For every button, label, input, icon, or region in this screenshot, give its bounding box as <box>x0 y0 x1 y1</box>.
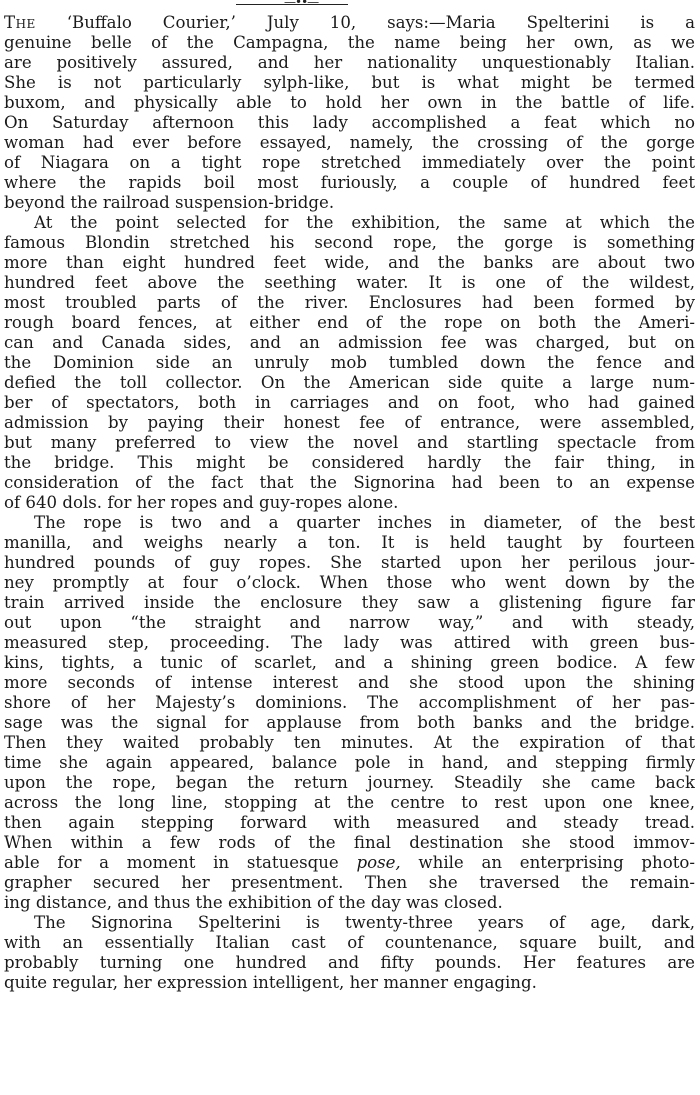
top-ornament: —••— <box>284 0 319 9</box>
italic-word: pose, <box>356 853 401 872</box>
text-line: manilla, and weighs nearly a ton. It is held taught by fourteen <box>4 533 695 552</box>
text-line: beyond the railroad suspension-bridge. <box>4 193 335 212</box>
text-line: the bridge. This might be considered hardly the fair thing, in <box>4 453 695 472</box>
text-line: Then they waited probably ten minutes. At the expiration of that <box>4 733 695 752</box>
text-line: of Niagara on a tight rope stretched immediately over the point <box>4 153 695 172</box>
text-line: of 640 dols. for her ropes and guy-ropes alone. <box>4 493 399 512</box>
text-line: When within a few rods of the final destination she stood immov- <box>4 833 695 852</box>
text-line: The Signorina Spelterini is twenty-three years of age, dark, <box>34 913 695 932</box>
text-line: buxom, and physically able to hold her own in the battle of life. <box>4 93 695 112</box>
paragraph-3 <box>4 513 695 913</box>
text-line: At the point selected for the exhibition, the same at which the <box>34 213 695 232</box>
text-line: across the long line, stopping at the centre to rest upon one knee, <box>4 793 695 812</box>
text-line: ing distance, and thus the exhibition of the day was closed. <box>4 893 503 912</box>
text-line: On Saturday afternoon this lady accomplished a feat which no <box>4 113 695 132</box>
text-line: genuine belle of the Campagna, the name being her own, as we <box>4 33 695 52</box>
text-line: She is not particularly sylph-like, but is what might be termed <box>4 73 695 92</box>
text-line: grapher secured her presentment. Then she traversed the remain- <box>4 873 695 892</box>
text-line: then again stepping forward with measured and steady tread. <box>4 813 695 832</box>
text-line: time she again appeared, balance pole in hand, and stepping firmly <box>4 753 695 772</box>
text-line: can and Canada sides, and an admission fee was charged, but on <box>4 333 695 352</box>
paragraph-1 <box>4 13 695 213</box>
text-line: kins, tights, a tunic of scarlet, and a shining green bodice. A few <box>4 653 695 672</box>
text-line: ber of spectators, both in carriages and on foot, who had gained <box>4 393 695 412</box>
text-line: able for a moment in statuesque pose, while an enterprising photo- <box>4 853 695 872</box>
text-line: quite regular, her expression intelligent, her manner engaging. <box>4 973 537 992</box>
text-line: famous Blondin stretched his second rope, the gorge is something <box>4 233 695 252</box>
text-line: most troubled parts of the river. Enclosures had been formed by <box>4 293 695 312</box>
text-line: with an essentially Italian cast of countenance, square built, and <box>4 933 695 952</box>
text-line: consideration of the fact that the Signorina had been to an expense <box>4 473 695 492</box>
text-line: rough board fences, at either end of the rope on both the Ameri- <box>4 313 695 332</box>
text-line: upon the rope, began the return journey. Steadily she came back <box>4 773 695 792</box>
text-line: where the rapids boil most furiously, a couple of hundred feet <box>4 173 695 192</box>
text-line: train arrived inside the enclosure they saw a glistening figure far <box>4 593 695 612</box>
text-line: woman had ever before essayed, namely, the crossing of the gorge <box>4 133 695 152</box>
text-line: hundred pounds of guy ropes. She started upon her perilous jour- <box>4 553 695 572</box>
text-line: are positively assured, and her nationality unquestionably Italian. <box>4 53 695 72</box>
text-line: The rope is two and a quarter inches in diameter, of the best <box>34 513 695 532</box>
text-line: sage was the signal for applause from both banks and the bridge. <box>4 713 695 732</box>
paragraph-2 <box>4 213 695 513</box>
text-line: hundred feet above the seething water. It is one of the wildest, <box>4 273 695 292</box>
text-line: probably turning one hundred and fifty pounds. Her features are <box>4 953 695 972</box>
text-line: more than eight hundred feet wide, and the banks are about two <box>4 253 695 272</box>
text-line: defied the toll collector. On the American side quite a large num- <box>4 373 695 392</box>
paragraph-4 <box>4 913 695 993</box>
text-line: ney promptly at four o’clock. When those who went down by the <box>4 573 695 592</box>
text-line: but many preferred to view the novel and startling spectacle from <box>4 433 695 452</box>
article-body <box>4 13 695 993</box>
text-line: The ‘Buffalo Courier,’ July 10, says:—Maria Spelterini is a <box>4 13 695 32</box>
text-line: out upon “the straight and narrow way,” and with steady, <box>4 613 695 632</box>
text-line: measured step, proceeding. The lady was attired with green bus- <box>4 633 695 652</box>
lead-word: The <box>4 13 36 32</box>
text-line: shore of her Majesty’s dominions. The accomplishment of her pas- <box>4 693 695 712</box>
text-line: the Dominion side an unruly mob tumbled down the fence and <box>4 353 695 372</box>
text-line: more seconds of intense interest and she stood upon the shining <box>4 673 695 692</box>
text-line: admission by paying their honest fee of entrance, were assembled, <box>4 413 695 432</box>
